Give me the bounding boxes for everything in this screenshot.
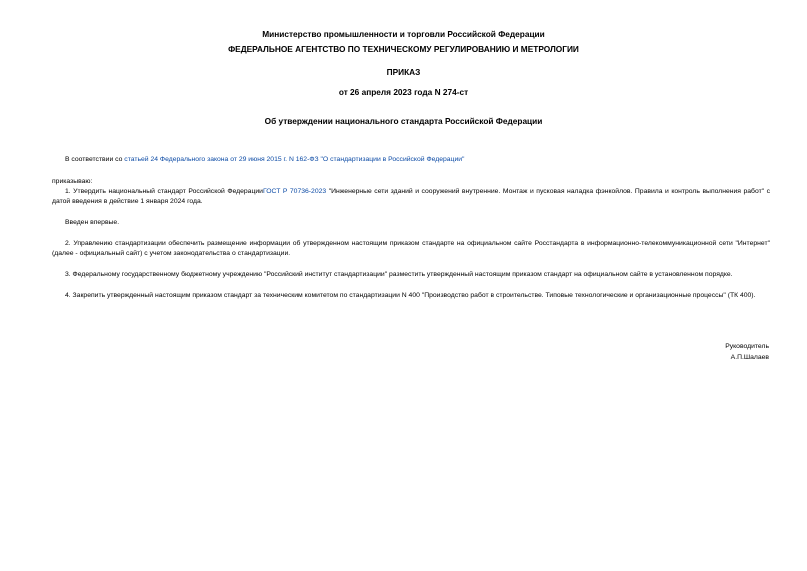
first-introduced-note: Введен впервые. <box>65 219 120 226</box>
document-subject: Об утверждении национального стандарта Российской Федерации <box>264 116 543 126</box>
item-4-paragraph: 4. Закрепить утвержденный настоящим приказом стандарт за техническим комитетом по стандартизации N 400 "Производство работ в строительстве. Типовые технологические и организационные процессы" (ТК 400). <box>65 292 756 299</box>
gost-standard-link[interactable]: ГОСТ Р 70736-2023 <box>262 188 327 195</box>
item-1-paragraph <box>52 187 770 207</box>
preamble-paragraph <box>52 155 770 165</box>
signatory-name: А.П.Шалаев <box>730 354 769 361</box>
federal-law-link[interactable]: статьей 24 Федерального закона от 29 июня 2015 г. N 162-ФЗ "О стандартизации в Российской Федерации" <box>124 156 465 163</box>
document-date-number: от 26 апреля 2023 года N 274-ст <box>338 87 469 97</box>
signatory-title: Руководитель <box>725 343 769 350</box>
item-2-paragraph: 2. Управлению стандартизации обеспечить размещение информации об утвержденном настоящим приказом стандарте на официальном сайте Росстандарта в информационно-телекоммуникационной сети "Интернет" (далее - официальный сайт) с учетом законодательства о стандартизации. <box>52 240 770 257</box>
agency-title: ФЕДЕРАЛЬНОЕ АГЕНТСТВО ПО ТЕХНИЧЕСКОМУ РЕГУЛИРОВАНИЮ И МЕТРОЛОГИИ <box>228 44 579 54</box>
item-3-paragraph: 3. Федеральному государственному бюджетному учреждению "Российский институт стандартизации" разместить утвержденный настоящим приказом стандарт на официальном сайте в установленном порядке. <box>65 271 733 278</box>
document-type: ПРИКАЗ <box>386 67 421 77</box>
order-word: приказываю: <box>52 178 93 185</box>
item-1-prefix: 1. Утвердить национальный стандарт Российской Федерации <box>65 188 263 195</box>
preamble-prefix: В соответствии со <box>65 156 125 163</box>
ministry-title: Министерство промышленности и торговли Российской Федерации <box>262 29 545 39</box>
item-1-suffix: "Инженерные сети зданий и сооружений внутренние. Монтаж и пусковая наладка фэнкойлов. Правила и контроль выполнения работ" с датой введения в действие 1 января 2024 года. <box>52 188 771 205</box>
